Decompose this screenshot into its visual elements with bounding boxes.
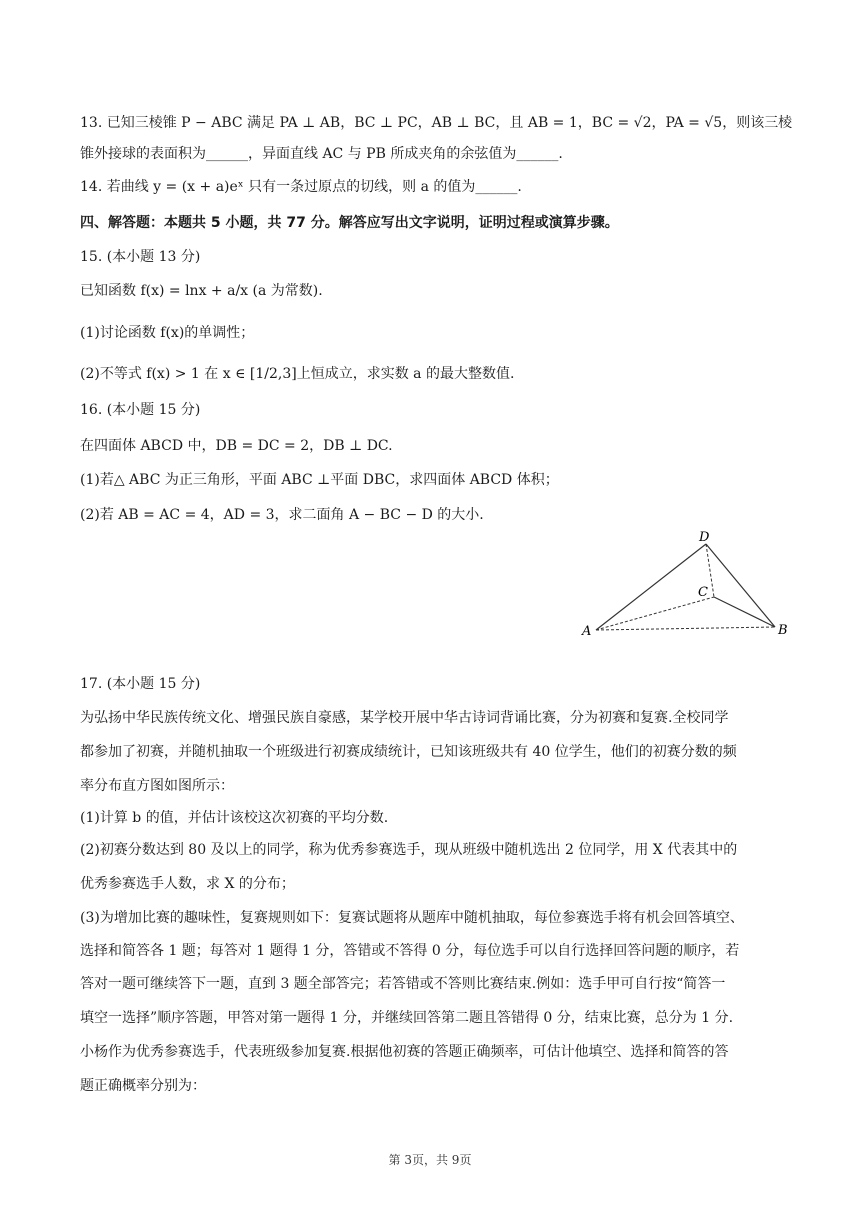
q16-stem: 在四面体 ABCD 中，DB = DC = 2，DB ⊥ DC. [80, 438, 393, 454]
q17-part-3-line-2: 选择和简答各 1 题；每答对 1 题得 1 分，答错或不答得 0 分，每位选手可以自行选择回答问题的顺序，若 [80, 943, 740, 959]
q17-stem-1: 为弘扬中华民族传统文化、增强民族自豪感，某学校开展中华古诗词背诵比赛，分为初赛和复赛.全校同学 [80, 710, 729, 726]
vertex-label-D: D [699, 530, 710, 545]
q17-part-3-line-6: 题正确概率分别为： [80, 1078, 206, 1094]
section-heading: 四、解答题：本题共 5 小题，共 77 分。解答应写出文字说明，证明过程或演算步骤。 [80, 215, 619, 231]
q16-part-1: (1)若△ ABC 为正三角形，平面 ABC ⊥平面 DBC，求四面体 ABCD 体积； [80, 472, 559, 488]
q17-stem-2: 都参加了初赛，并随机抽取一个班级进行初赛成绩统计，已知该班级共有 40 位学生，他们的初赛分数的频 [80, 744, 737, 760]
q17-part-3-line-3: 答对一题可继续答下一题，直到 3 题全部答完；若答错或不答则比赛结束.例如：选手甲可自行按“简答一 [80, 976, 726, 992]
edge-DB [706, 544, 775, 627]
q17-part-1: (1)计算 b 的值，并估计该校这次初赛的平均分数. [80, 810, 389, 826]
q17-part-2-line-1: (2)初赛分数达到 80 及以上的同学，称为优秀参赛选手，现从班级中随机选出 2 位同学，用 X 代表其中的 [80, 842, 738, 858]
q17-part-2-line-2: 优秀参赛选手人数，求 X 的分布； [80, 876, 295, 892]
q17-header: 17. (本小题 15 分) [80, 676, 201, 692]
q15-part-1: (1)讨论函数 f(x)的单调性； [80, 325, 255, 341]
vertex-label-A: A [582, 624, 592, 639]
tetrahedron-figure [580, 528, 795, 643]
q17-part-3-line-4: 填空一选择”顺序答题，甲答对第一题得 1 分，并继续回答第二题且答错得 0 分，结束比赛，总分为 1 分. [80, 1010, 734, 1026]
edge-AD [596, 544, 706, 630]
q13-line-1: 13. 已知三棱锥 P − ABC 满足 PA ⊥ AB，BC ⊥ PC，AB ⊥ BC，且 AB = 1，BC = √2，PA = √5，则该三棱 [80, 115, 793, 131]
q15-stem: 已知函数 f(x) = lnx + a/x (a 为常数). [80, 283, 323, 299]
q17-part-3-line-5: 小杨作为优秀参赛选手，代表班级参加复赛.根据他初赛的答题正确频率，可估计他填空、选择和简答的答 [80, 1044, 729, 1060]
edge-AC [596, 597, 714, 630]
page-footer: 第 3页，共 9页 [388, 1153, 472, 1167]
q16-part-2: (2)若 AB = AC = 4，AD = 3，求二面角 A − BC − D 的大小. [80, 507, 484, 523]
edge-AB [596, 627, 775, 630]
q14-line: 14. 若曲线 y = (x + a)eˣ 只有一条过原点的切线，则 a 的值为______. [80, 179, 522, 195]
q13-line-2: 锥外接球的表面积为______，异面直线 AC 与 PB 所成夹角的余弦值为______. [80, 146, 563, 162]
vertex-label-B: B [778, 623, 788, 638]
q17-stem-3: 率分布直方图如图所示： [80, 778, 234, 794]
edge-CB [714, 597, 775, 627]
q17-part-3-line-1: (3)为增加比赛的趣味性，复赛规则如下：复赛试题将从题库中随机抽取，每位参赛选手将有机会回答填空、 [80, 910, 744, 926]
q15-part-2: (2)不等式 f(x) > 1 在 x ∈ [1/2,3]上恒成立，求实数 a 的最大整数值. [80, 366, 515, 382]
q16-header: 16. (本小题 15 分) [80, 402, 201, 418]
q15-header: 15. (本小题 13 分) [80, 249, 201, 265]
vertex-label-C: C [698, 585, 708, 600]
